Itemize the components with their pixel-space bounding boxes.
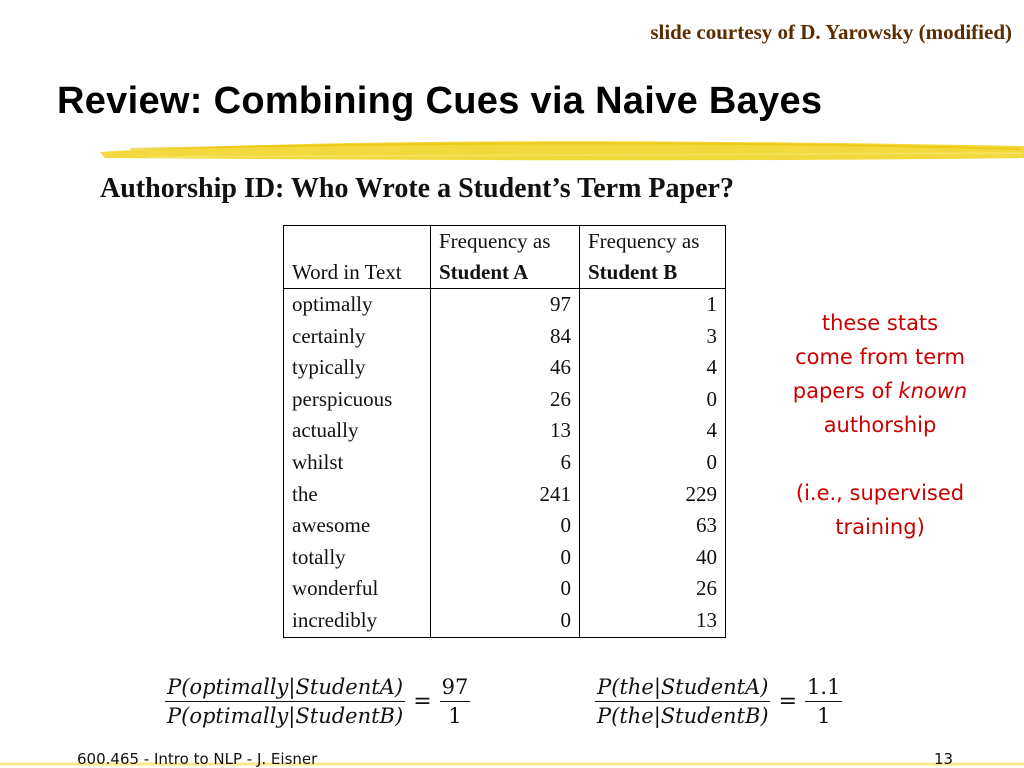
header-cell: Word in Text xyxy=(284,257,431,289)
student-b-cell: 26 xyxy=(696,576,717,601)
student-b-cell: 0 xyxy=(706,386,717,411)
table-row xyxy=(284,321,726,353)
frequency-table xyxy=(283,225,726,638)
slide-courtesy: slide courtesy of D. Yarowsky (modified) xyxy=(650,20,1012,44)
formula-numerator: P(optimally|StudentA) xyxy=(165,675,405,702)
note-text: papers of xyxy=(792,379,899,403)
header-cell: Student B xyxy=(580,257,726,289)
note-line: training) xyxy=(835,515,925,539)
student-b-cell: 229 xyxy=(685,481,717,506)
student-a-cell: 241 xyxy=(431,479,580,511)
slide-subtitle: Authorship ID: Who Wrote a Student’s Term Paper? xyxy=(100,173,734,204)
word-cell: the xyxy=(284,479,431,511)
student-a-cell: 0 xyxy=(431,573,580,605)
student-a-cell: 0 xyxy=(431,510,580,542)
table-row xyxy=(284,352,726,384)
note-line: (i.e., supervised xyxy=(795,481,965,505)
table-row xyxy=(284,479,726,511)
page-number: 13 xyxy=(934,750,954,768)
table-row xyxy=(284,510,726,542)
student-b-cell: 63 xyxy=(696,513,717,538)
annotation-note xyxy=(760,306,1000,544)
student-a-cell: 6 xyxy=(431,447,580,479)
word-cell: incredibly xyxy=(284,605,431,637)
student-a-cell: 46 xyxy=(431,352,580,384)
note-emphasis: known xyxy=(898,379,968,403)
note-line xyxy=(760,374,1000,408)
formula-fraction xyxy=(595,675,771,728)
word-cell: actually xyxy=(284,415,431,447)
student-b-cell: 0 xyxy=(706,449,717,474)
table-row xyxy=(284,384,726,416)
word-cell: optimally xyxy=(284,289,431,321)
result-denominator: 1 xyxy=(817,704,831,728)
word-cell: perspicuous xyxy=(284,384,431,416)
result-numerator: 1.1 xyxy=(805,675,842,702)
student-a-cell: 13 xyxy=(431,415,580,447)
student-a-cell: 0 xyxy=(431,605,580,637)
header-cell xyxy=(284,226,431,258)
note-line: authorship xyxy=(823,413,937,437)
header-cell: Frequency as xyxy=(588,229,700,253)
word-cell: awesome xyxy=(284,510,431,542)
formula-right xyxy=(595,675,842,728)
formula-fraction xyxy=(165,675,405,728)
table-row xyxy=(284,447,726,479)
equals-sign: = xyxy=(778,689,798,714)
formula-result xyxy=(440,675,471,728)
result-numerator: 97 xyxy=(440,675,471,702)
student-b-cell: 3 xyxy=(706,323,717,348)
student-a-cell: 97 xyxy=(431,289,580,321)
table-row xyxy=(284,415,726,447)
table-row xyxy=(284,542,726,574)
formula-denominator: P(the|StudentB) xyxy=(597,704,769,728)
student-a-cell: 26 xyxy=(431,384,580,416)
student-b-cell: 4 xyxy=(706,418,717,443)
student-a-cell: 84 xyxy=(431,321,580,353)
formula-numerator: P(the|StudentA) xyxy=(595,675,770,702)
header-cell: Student A xyxy=(431,257,580,289)
formula-denominator: P(optimally|StudentB) xyxy=(167,704,404,728)
table-row xyxy=(284,573,726,605)
formula-result xyxy=(805,675,842,728)
table-row xyxy=(284,289,726,321)
header-cell: Frequency as xyxy=(431,226,580,258)
word-cell: totally xyxy=(284,542,431,574)
word-cell: certainly xyxy=(284,321,431,353)
word-cell: whilst xyxy=(284,447,431,479)
note-line: these stats xyxy=(821,311,939,335)
table-header-row xyxy=(284,257,726,289)
slide-title: Review: Combining Cues via Naive Bayes xyxy=(57,80,823,122)
table-row xyxy=(284,605,726,637)
word-cell: wonderful xyxy=(284,573,431,605)
equals-sign: = xyxy=(413,689,432,714)
formula-left xyxy=(165,675,470,728)
result-denominator: 1 xyxy=(448,704,462,728)
student-a-cell: 0 xyxy=(431,542,580,574)
table-header-row xyxy=(284,226,726,258)
student-b-cell: 1 xyxy=(706,292,717,316)
student-b-cell: 40 xyxy=(696,544,717,569)
slide-footer: 600.465 - Intro to NLP - J. Eisner xyxy=(77,750,318,768)
student-b-cell: 13 xyxy=(696,607,717,632)
student-b-cell: 4 xyxy=(706,355,717,380)
note-line: come from term xyxy=(795,345,965,369)
word-cell: typically xyxy=(284,352,431,384)
